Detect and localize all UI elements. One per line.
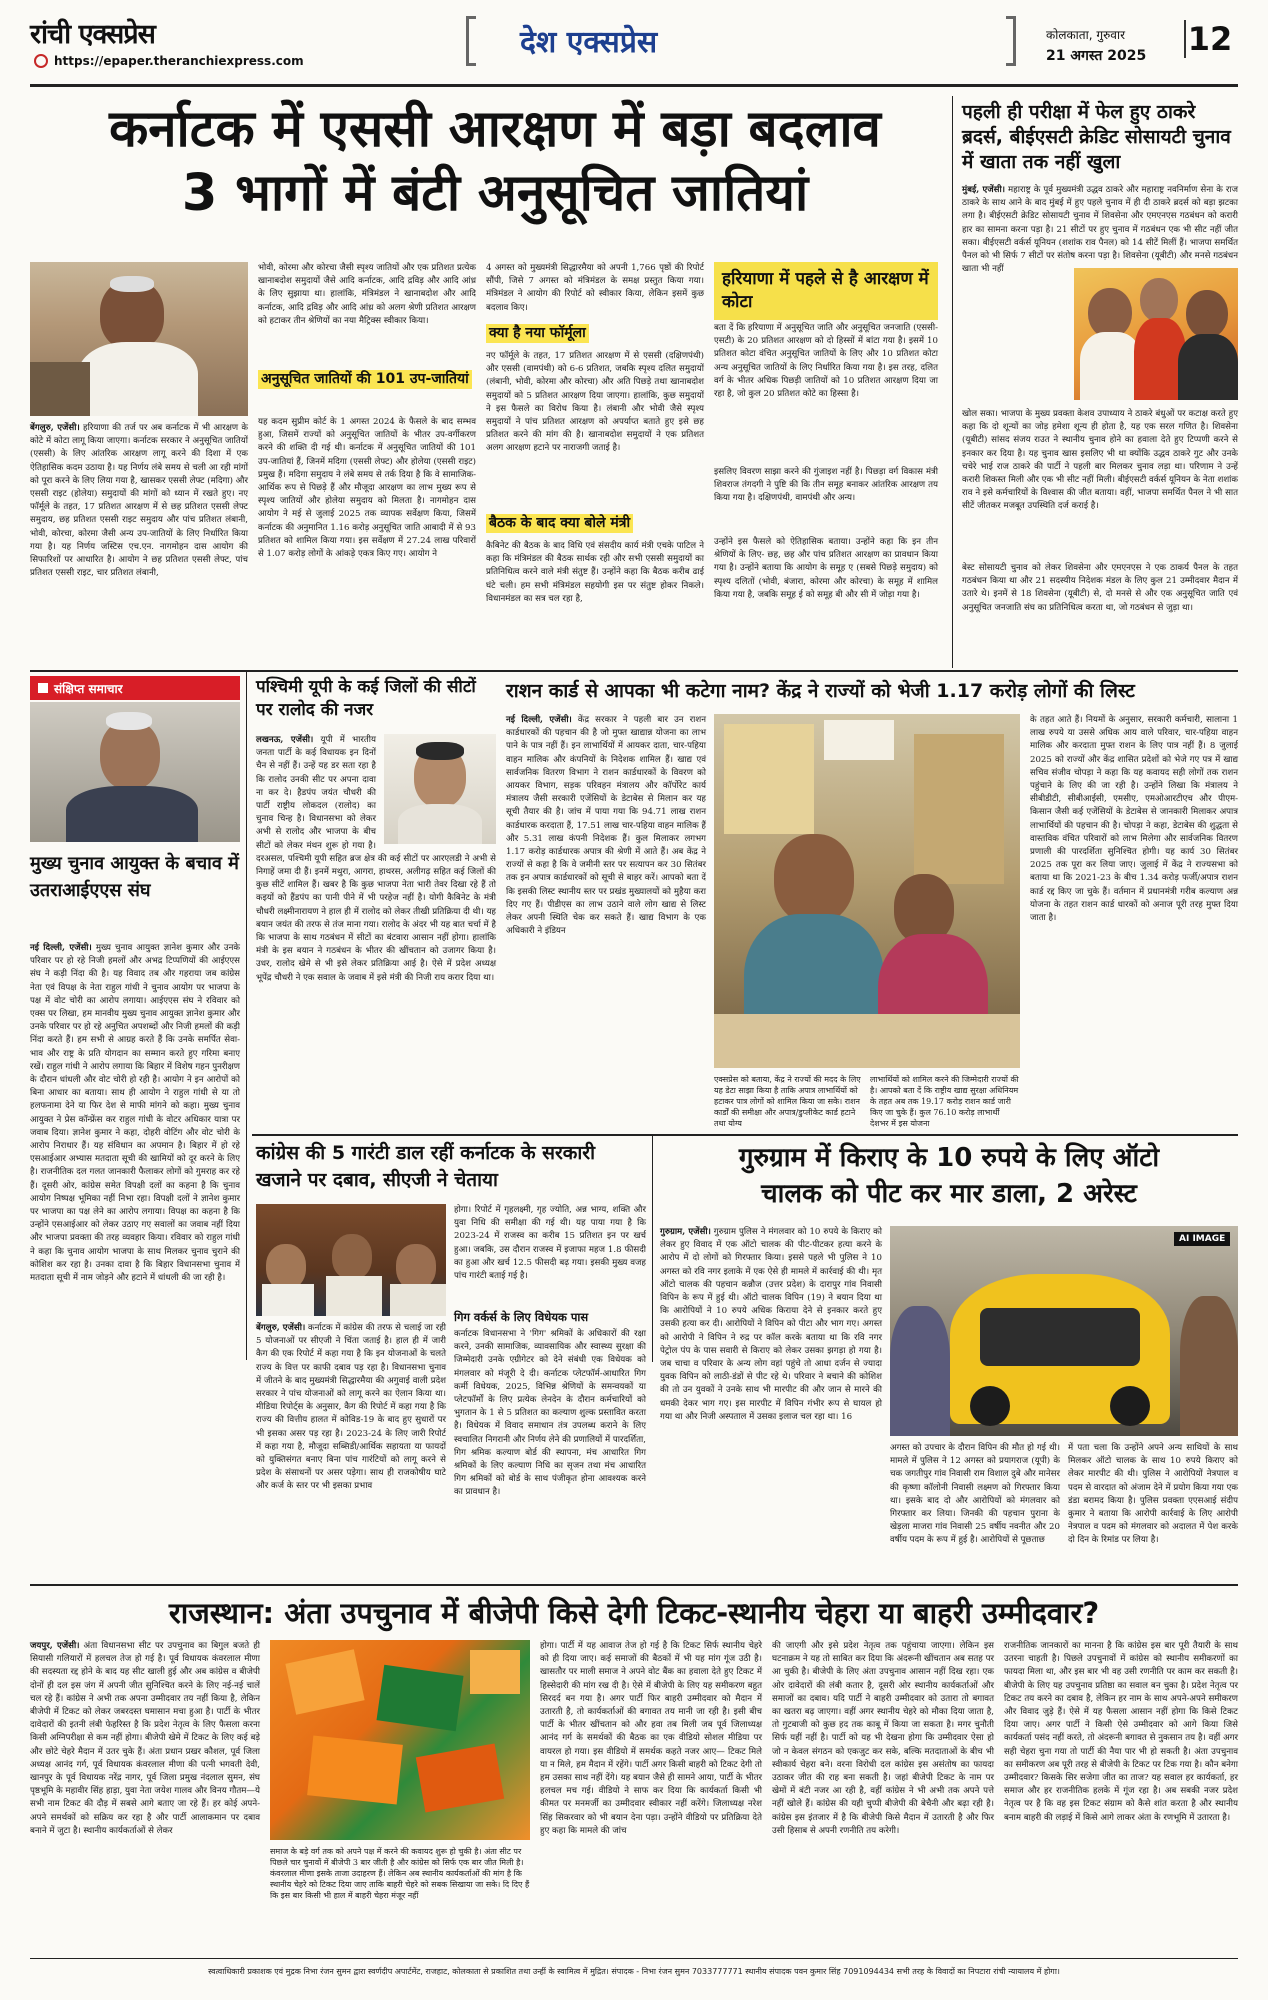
- edition-date: 21 अगस्त 2025: [1046, 48, 1147, 64]
- lead-col2-top: भोवी, कोरमा और कोरचा जैसी स्पृश्य जातियों और एक प्रतिशत प्रत्येक खानाबदोश समुदायों जैसे आदि कर्नाटक, आदि द्रविड़ और आदि आंध्र के लिए सुझाया था। हालांकि, मंत्रिमंडल ने खानाबदोश और आदि कर्नाटक, आदि द्रविड़ और आदि आंध्र को अलग श्रेणी प्रतिशत आरक्षण को हटाकर तीन श्रेणियों का नया मैट्रिक्स स्वीकार किया।: [258, 263, 476, 326]
- ration-shop-photo: [714, 714, 1020, 1068]
- brief-divider: [246, 672, 247, 1360]
- rld-dateline: लखनऊ, एजेंसी।: [256, 735, 314, 745]
- brief-label: संक्षिप्त समाचार: [30, 676, 240, 700]
- thackeray-headline: पहली ही परीक्षा में फेल हुए ठाकरे ब्रदर्स, बीईएसटी क्रेडिट सोसायटी चुनाव में खाता तक नहीं खुला: [962, 101, 1231, 173]
- auto-rickshaw-ai-image: [890, 1226, 1238, 1436]
- epaper-url[interactable]: https://epaper.theranchiexpress.com: [54, 54, 304, 68]
- thackeray-text-1: मुंबई, एजेंसी। महाराष्ट्र के पूर्व मुख्यमंत्री उद्धव ठाकरे और महाराष्ट्र नवनिर्माण सेना के राज ठाकरे के साथ आने के बाद मुंबई में हुए पहले चुनाव में ही दी ठाकरे ब्रदर्स को बड़ा झटका लगा है। बीईएसटी क्रेडिट सोसायटी चुनाव में शिवसेना और एमएनएस गठबंधन को करारी हार का सामना करना पड़ा है। 21 सीटों पर हुए चुनाव में गठबंधन एक भी सीट नहीं जीत सका। बीईएसटी वर्कर्स यूनियन (शशांक राव पैनल) को 14 सीटें मिलीं हैं। भाजपा समर्थित पैनल को भी सिर्फ 7 सीटों पर संतोष करना पड़ा है। शिवसेना (यूबीटी) और मनसे गठबंधन खाता भी नहीं: [962, 185, 1238, 275]
- congress-dateline: बेंगलुरु, एजेंसी।: [256, 1323, 306, 1333]
- lead-col1: बेंगलुरु, एजेंसी। हरियाणा की तर्ज पर अब कर्नाटक में भी आरक्षण के कोटे में कोटा लागू किया जाएगा। कर्नाटक सरकार ने अनुसूचित जातियों (एससी) के लिए आंतरिक आरक्षण लागू करने की दिशा में एक ऐतिहासिक कदम उठाया है। यह निर्णय लंबे समय से चली आ रही मांगों को पूरा करने के लिए लिया गया है, खासकर एससी लेफ्ट (मदिगा) और एससी राइट (होलेया) समुदायों की मांगों को ध्यान में रखते हुए। नए फॉर्मूले के तहत, 17 प्रतिशत आरक्षण में से छह प्रतिशत एससी लेफ्ट समुदाय, छह प्रतिशत एससी राइट समुदाय और पांच प्रतिशत लंबानी, भोवी, कोरचा, कोरमा जैसी अन्य उप-जातियों के लिए निर्धारित किया गया है। यह निर्णय जस्टिस एच.एन. नागमोहन दास आयोग की सिफारिशों पर आधारित है। आयोग ने छह प्रतिशत एससी लेफ्ट, पांच प्रतिशत एससी राइट, चार प्रतिशत लंबानी,: [30, 423, 248, 579]
- edition-city-day: कोलकाता, गुरुवार: [1046, 28, 1125, 42]
- lead-col3-top: 4 अगस्त को मुख्यमंत्री सिद्धारमैया को अपनी 1,766 पृष्ठों की रिपोर्ट सौंपी, जिसे 7 अगस्त को मंत्रिमंडल के समक्ष प्रस्तुत किया गया। मंत्रिमंडल ने आयोग की रिपोर्ट को स्वीकार किया, लेकिन इसमें कुछ बदलाव किए।: [486, 263, 704, 313]
- globe-icon: [34, 54, 48, 68]
- ai-image-badge: AI IMAGE: [1174, 1232, 1230, 1246]
- ration-headline: राशन कार्ड से आपका भी कटेगा नाम? केंद्र ने राज्यों को भेजी 1.17 करोड़ लोगों की लिस्ट: [506, 680, 1135, 702]
- congress-headline: कांग्रेस की 5 गारंटी डाल रहीं कर्नाटक के सरकारी खजाने पर दबाव, सीएजी ने चेताया: [256, 1142, 595, 1191]
- thackeray-dateline: मुंबई, एजेंसी।: [962, 185, 1005, 195]
- brief-dateline: नई दिल्ली, एजेंसी।: [30, 943, 92, 953]
- thackeray-text-2: खोल सका। भाजपा के मुख्य प्रवक्ता केशव उपाध्याय ने ठाकरे बंधुओं पर कटाक्ष करते हुए कहा कि दो शून्यों का जोड़ हमेशा शून्य ही होता है, यह एक सरल गणित है। शिवसेना (यूबीटी) सांसद संजय राउत ने स्थानीय चुनाव होने का हवाला देते हुए टिप्पणी करने से इनकार कर दिया है। यह चुनाव खास इसलिए भी था क्योंकि उद्धव ठाकरे गुट और उनके चचेरे भाई राज ठाकरे की पार्टी ने पहली बार मिलकर चुनाव लड़ा था। परिणाम ने उन्हें करारी शिकस्त मिली और एक भी सीट नहीं मिली। बीईएसटी वर्कर्स यूनियन के नेता शशांक राव ने इसे कर्मचारियों के विश्वास की जीत बताया। वहीं, भाजपा समर्थित पैनल ने भी सात सीटें जीतकर मजबूत उपस्थिति दर्ज कराई है।: [962, 409, 1238, 512]
- gurugram-headline-1: गुरुग्राम में किराए के 10 रुपये के लिए ऑटो: [738, 1143, 1160, 1173]
- page-number: 12: [1184, 20, 1234, 58]
- rajasthan-text-3: की जाएगी और इसे प्रदेश नेतृत्व तक पहुंचाया जाएगा। लेकिन इस घटनाक्रम ने यह तो साबित कर दिया कि अंदरूनी खींचतान अब सतह पर आ चुकी है। बीजेपी के लिए अंता उपचुनाव आसान नहीं दिख रहा। एक ओर दावेदारों की लंबी कतार है, दूसरी ओर स्थानीय कार्यकर्ताओं और समाजों का दबाव। यदि पार्टी ने बाहरी उम्मीदवार को उतारा तो बगावत का खतरा बढ़ जाएगा। वहीं अगर स्थानीय चेहरे को मौका दिया जाता है, तो गुटबाजी को कुछ हद तक काबू में किया जा सकता है। मगर चुनौती सिर्फ यहीं नहीं है। पार्टी को यह भी देखना होगा कि उम्मीदवार ऐसा हो जो न केवल संगठन को एकजुट कर सके, बल्कि मतदाताओं के बीच भी स्वीकार्य चेहरा बने। वरना विरोधी दल कांग्रेस इस असंतोष का फायदा उठाकर जीत की राह बना सकती है। जहां बीजेपी टिकट के नाम पर खेमों में बंटी नजर आ रही है, वहीं कांग्रेस ने भी अभी तक अपने पत्ते नहीं खोले हैं। कांग्रेस की यही चुप्पी बीजेपी की बेचैनी और बढ़ा रही है। कांग्रेस इस इंतजार में है कि बीजेपी किसे मैदान में उतारती है और फिर उसी हिसाब से अपनी रणनीति तय करेगी।: [772, 1641, 994, 1836]
- column-divider-right: [952, 96, 953, 668]
- section-title: देश एक्सप्रेस: [520, 25, 658, 60]
- congress-text-1: बेंगलुरु, एजेंसी। कर्नाटक में कांग्रेस की तरफ से चलाई जा रही 5 योजनाओं पर सीएजी ने चिंता जताई है। हाल ही में जारी कैग की एक रिपोर्ट में कहा गया है कि इन योजनाओं के चलते राज्य के वित्त पर काफी दबाव पड़ रहा है। विधानसभा चुनाव में जीतने के बाद मुख्यमंत्री सिद्धारमैया की अगुवाई वाली प्रदेश सरकार ने पांच योजनाओं को लागू करने का ऐलान किया था। मीडिया रिपोर्ट्स के अनुसार, कैग की रिपोर्ट में कहा गया है कि राज्य की वित्तीय हालत में कोविड-19 के बाद हुए सुधारों पर भी इसका असर पड़ रहा है। 2023-24 के लिए जारी रिपोर्ट में कहा गया है, मौजूदा सब्सिडी/आर्थिक सहायता या फायदों को युक्तिसंगत बनाए बिना पांच गारंटियों को लागू करने से प्रदेश के संसाधनों पर असर पड़ेगा। साथ ही राजकोषीय घाटे और कर्ज के स्तर पर भी इसका प्रभाव: [256, 1323, 447, 1492]
- bracket-right: [1006, 16, 1016, 66]
- ration-dateline: नई दिल्ली, एजेंसी।: [506, 715, 572, 725]
- rajasthan-text-2: होगा। पार्टी में यह आवाज तेज हो गई है कि टिकट सिर्फ स्थानीय चेहरे को ही दिया जाए। कई समाजों की बैठकों में भी यह मांग गूंज उठी है। खासतौर पर माली समाज ने अपने वोट बैंक का हवाला देते हुए टिकट में हिस्सेदारी की मांग रख दी है। ऐसे में बीजेपी के लिए यह समीकरण बहुत सिरदर्द बन गया है। अगर पार्टी फिर बाहरी उम्मीदवार को मैदान में उतारती है, तो कार्यकर्ताओं की बगावत तय मानी जा रही है। इसी बीच पार्टी के भीतर खींचतान को और हवा तब मिली जब पूर्व जिलाध्यक्ष आनंद गर्ग के समर्थकों की बैठक का एक वीडियो सोशल मीडिया पर वायरल हो गया। इस वीडियो में समर्थक कहते नजर आए— टिकट मिले या न मिले, हम मैदान में रहेंगे। पार्टी अगर किसी बाहरी को टिकट देगी तो हम उसका साथ नहीं देंगे। यह बयान जैसे ही सामने आया, पार्टी के भीतर हलचल मच गई। वीडियो ने साफ कर दिया कि कार्यकर्ता किसी भी कीमत पर मनमर्जी का उम्मीदवार स्वीकार नहीं करेंगे। जिलाध्यक्ष नरेश सिंह सिकरवार को भी बयान देना पड़ा। उन्होंने वीडियो पर प्रतिक्रिया देते हुए कहा कि मामले की जांच: [540, 1641, 762, 1836]
- masthead: [0, 0, 1268, 82]
- karnataka-assembly-photo: [256, 1204, 446, 1316]
- lead-headline-2: 3 भागों में बंटी अनुसूचित जातियां: [181, 164, 809, 223]
- flag-icon: [38, 683, 48, 693]
- masthead-rule: [30, 84, 1238, 87]
- bjp-flags-photo: [270, 1640, 530, 1840]
- rajasthan-text-1: जयपुर, एजेंसी। अंता विधानसभा सीट पर उपचुनाव का बिगुल बजते ही सियासी गलियारों में हलचल तेज हो गई है। पूर्व विधायक कंवरलाल मीणा की सदस्यता रद्द होने के बाद यह सीट खाली हुई और अब कांग्रेस व बीजेपी दोनों ही दल इस जंग में अपनी जीत सुनिश्चित करने के लिए नई-नई चालें चल रहे हैं। कांग्रेस ने अभी तक अपना उम्मीदवार तय नहीं किया है, लेकिन बीजेपी में टिकट को लेकर जबरदस्त घमासान मचा हुआ है। पार्टी के भीतर दावेदारों की इतनी लंबी फेहरिस्त है कि प्रदेश नेतृत्व के लिए फैसला करना किसी अग्निपरीक्षा से कम नहीं होगा। बीजेपी खेमे में टिकट के लिए कई बड़े और छोटे चेहरे मैदान में उतर चुके हैं। अंता प्रधान प्रखर कौशल, पूर्व जिला अध्यक्ष आनंद गर्ग, पूर्व विधायक कंवरलाल मीणा की पत्नी भगवती देवी, खानपुर के पूर्व विधायक नरेंद्र नागर, पूर्व जिला प्रमुख नंदलाल सुमन, संघ पृष्ठभूमि के महावीर सिंह हाड़ा, युवा नेता जयेश गालव और विनय गौतम—ये सभी नाम टिकट की दौड़ में सबसे आगे बताए जा रहे हैं। हर कोई अपने-अपने समर्थकों को सक्रिय कर रहा है और पार्टी आलाकमान पर दबाव बनाने में जुटा है। स्थानीय कार्यकर्ताओं से लेकर: [30, 1641, 260, 1836]
- lead-col2-bottom: यह कदम सुप्रीम कोर्ट के 1 अगस्त 2024 के फैसले के बाद सम्भव हुआ, जिसमें राज्यों को अनुसूचित जातियों के भीतर उप-वर्गीकरण करने की शक्ति दी गई थी। कर्नाटक में अनुसूचित जातियों की 101 उप-जातियां हैं, जिनमें मदिगा (एससी लेफ्ट) और होलेया (एससी राइट) प्रमुख हैं। मदिगा समुदाय ने लंबे समय से तर्क दिया है कि वे सामाजिक-आर्थिक रूप से पिछड़े हैं और मौजूदा आरक्षण का लाभ मुख्य रूप से स्पृश्य जातियों और होलेया समुदाय को मिलता है। नागमोहन दास आयोग ने मई से जुलाई 2025 तक व्यापक सर्वेक्षण किया, जिसमें कर्नाटक की अनुमानित 1.16 करोड़ अनुसूचित जाति आबादी में से 93 प्रतिशत को शामिल किया गया। इस सर्वेक्षण में 27.24 लाख परिवारों से 1.07 करोड़ लोगों के आंकड़े एकत्र किए गए। आयोग ने: [258, 417, 476, 560]
- haryana-text-1: बता दें कि हरियाणा में अनुसूचित जाति और अनुसूचित जनजाति (एससी-एसटी) के 20 प्रतिशत आरक्षण को दो हिस्सों में बांटा गया है। इसमें 10 प्रतिशत कोटा वंचित अनुसूचित जातियों के लिए और 10 प्रतिशत कोटा अन्य अनुसूचित जातियों के लिए निर्धारित किया गया है। इस तरह, दलित वर्ग के भीतर अधिक पिछड़ी जातियों को 10 प्रतिशत आरक्षण दिया जा रहा है, जो कुल 20 प्रतिशत कोटे का हिस्सा है।: [714, 323, 938, 400]
- brief-text: नई दिल्ली, एजेंसी। मुख्य चुनाव आयुक्त ज्ञानेश कुमार और उनके परिवार पर हो रहे निजी हमलों और अभद्र टिप्पणियों की आईएएस संघ ने कड़ी निंदा की है। यह विवाद तब और गहराया जब कांग्रेस नेता एवं विपक्ष के नेता राहुल गांधी ने चुनाव आयोग पर भाजपा के पक्ष में वोट चोरी का आरोप लगाया। आईएएस संघ ने रविवार को एक्स पर लिखा, हम मानवीय मुख्य चुनाव आयुक्त ज्ञानेश कुमार और उनके परिवार पर हो रहे अनुचित अपशब्दों और निजी हमलों की कड़ी निंदा करते हैं। हम सभी से आग्रह करते हैं कि उनके समर्पित सेवा-भाव और राष्ट्र के प्रति योगदान का सम्मान करते हुए गरिमा बनाए रखें। राहुल गांधी ने आरोप लगाया कि बिहार में विशेष गहन पुनरीक्षण के दौरान धांधली और वोट चोरी हो रही है। आयोग ने इन आरोपों को बिना आधार का बताया। साथ ही आयोग ने राहुल गांधी से या तो हलफनामा देने या फिर देश से माफी मांगने को कहा। मुख्य चुनाव आयुक्त ने प्रेस कॉन्फ्रेंस कर राहुल गांधी के वोटर अधिकार यात्रा पर जवाब दिया। ज्ञानेश कुमार ने कहा, दोहरी वोटिंग और वोट चोरी के आरोप निराधार हैं। यह संविधान का अपमान है। बिहार में हो रहे एसआईआर अभ्यास मतदाता सूची की खामियों को दूर करने के लिए है। राजनीतिक दल गलत जानकारी फैलाकर लोगों को गुमराह कर रहे हैं। दूसरी ओर, कांग्रेस समेत विपक्षी दलों का कहना है कि चुनाव आयोग निष्पक्ष भूमिका नहीं निभा रहा। विपक्षी दलों ने ज्ञानेश कुमार पर भाजपा का पक्ष लेने का आरोप लगाया। विपक्ष का कहना है कि उन्होंने एसआईआर को लेकर उठाए गए सवालों का जवाब नहीं दिया और भाजपा प्रवक्ता की तरह व्यवहार किया। रविवार को राहुल गांधी ने कहा कि चुनाव आयोग भाजपा के साथ मिलकर चुनाव चुराने की कोशिश कर रहा है। उनका दावा है कि बिहार विधानसभा चुनाव में मतदाता सूची में नाम जोड़ने और हटाने में धांधली की जा रही है।: [30, 943, 240, 1284]
- congress-divider: [652, 1136, 653, 1362]
- bracket-left: [466, 16, 476, 66]
- siddaramaiah-photo: [30, 262, 248, 416]
- brief-headline: मुख्य चुनाव आयुक्त के बचाव में उतराआईएएस संघ: [30, 853, 239, 901]
- ration-caption-2: लाभार्थियों को शामिल करने की जिम्मेदारी राज्यों की है। आपको बता दें कि राष्ट्रीय खाद्य सुरक्षा अधिनियम के तहत अब तक 19.17 करोड़ राशन कार्ड जारी किए जा चुके हैं। कुल 76.10 करोड़ लाभार्थी देशभर में इस योजना: [870, 1075, 1019, 1128]
- cec-photo: [30, 702, 240, 842]
- rajasthan-caption: समाज के बड़े वर्ग तक को अपने पक्ष में करने की कवायद शुरू हो चुकी है। अंता सीट पर पिछले चार चुनावों में बीजेपी 3 बार जीती है और कांग्रेस को सिर्फ एक बार जीत मिली है। कंवरलाल मीणा इसके ताजा उदाहरण हैं। लेकिन अब स्थानीय कार्यकर्ताओं की मांग है कि स्थानीय चेहरे को टिकट दिया जाए ताकि बाहरी चेहरे को सबक सिखाया जा सके। दि दिए हैं कि इस बार किसी भी हाल में बाहरी चेहरा मंजूर नहीं: [270, 1847, 530, 1900]
- gurugram-text-right-2: में पता चला कि उन्होंने अपने अन्य साथियों के साथ मिलकर ऑटो चालक के साथ 10 रुपये किराए को लेकर मारपीट की थी। पुलिस ने आरोपियों नेत्रपाल व पदम से वारदात को अंजाम देने में प्रयोग किया गया एक डंडा बरामद किया है। पुलिस प्रवक्ता एएसआई संदीप कुमार ने बताया कि आरोपी कार्रवाई के लिए आरोपी नेत्रपाल व पदम को मंगलवार को अदालत में पेश करके दो दिन के रिमांड पर लिया है।: [1068, 1443, 1238, 1546]
- lead-headline-1: कर्नाटक में एससी आरक्षण में बड़ा बदलाव: [109, 100, 881, 159]
- gurugram-text-right-1: अगस्त को उपचार के दौरान विपिन की मौत हो गई थी। मामले में पुलिस ने 12 अगस्त को प्रयागराज (यूपी) के चक जगतीपुर गांव निवासी राम विशाल दुबे और मानेसर की कृष्णा कॉलोनी निवासी लक्ष्मण को गिरफ्तार किया था। इसके बाद दो और आरोपियों को मंगलवार को गिरफ्तार कर लिया। जिनकी की पहचान पुराना के खेड़ला माजरा गांव निवासी 25 वर्षीय नवनीत और 20 वर्षीय पदम के रूप में हुई है। आरोपियों से पूछताछ: [890, 1443, 1060, 1546]
- lead-subhead-formula: क्या है नया फॉर्मूला: [486, 324, 704, 343]
- congress-subhead: गिग वर्कर्स के लिए विधेयक पास: [454, 1310, 589, 1324]
- rld-text: लखनऊ, एजेंसी। यूपी में भारतीय जनता पार्टी के कई विधायक इन दिनों चैन से नहीं हैं। उन्हें यह डर सता रहा है कि रालोद उनकी सीट पर अपना दावा ना कर दे। हैडपंप जयंत चौधरी की पार्टी राष्ट्रीय लोकदल (रालोद) का चुनाव चिन्ह है। विधानसभा को लेकर अभी से रालोद और भाजपा के बीच सीटों को लेकर मंथन शुरू हो गया है। दरअसल, पश्चिमी यूपी सहित ब्रज क्षेत्र की कई सीटों पर आरएलडी ने अभी से निगाहें जमा दी हैं। इनमें मथुरा, आगरा, हाथरस, अलीगढ़ सहित कई जिलों की कुछ सीटें शामिल हैं। खबर है कि कुछ भाजपा नेता भारी तेवर दिखा रहे हैं तो कइयों को हैंडपंप का पानी पीने में भी परहेज नहीं है। योगी कैबिनेट के मंत्री चौधरी लक्ष्मीनारायण ने हाल ही में रालोद को लेकर तीखी प्रतिक्रिया दी थी। यह बयान जयंत की तरफ से तंज माना गया। रालोद के अंदर भी यह बात चर्चा में है कि भाजपा के साथ गठबंधन में सीटों का बंटवारा आसान नहीं होगा। हालांकि मंत्री के इस बयान ने गठबंधन के भीतर की खींचतान को उजागर किया है। उधर, रालोद खेमे से भी इसे लेकर प्रतिक्रिया आई है। ऐसे में प्रदेश अध्यक्ष भूपेंद्र चौधरी ने एक सवाल के जवाब में इसे मंत्री की निजी राय करार दिया था।: [256, 735, 496, 983]
- rajasthan-text-4: राजनीतिक जानकारों का मानना है कि कांग्रेस इस बार पूरी तैयारी के साथ उतरना चाहती है। पिछले उपचुनावों में कांग्रेस को स्थानीय समीकरणों का फायदा मिला था, और इस बार भी वह उसी रणनीति पर काम कर सकती है। बीजेपी के लिए यह उपचुनाव प्रतिष्ठा का सवाल बन चुका है। प्रदेश नेतृत्व पर टिकट तय करने का दबाव है, लेकिन हर नाम के साथ अपने-अपने समीकरण और विवाद जुड़े हैं। ऐसे में यह फैसला आसान नहीं होगा कि किसे टिकट दिया जाए। अगर पार्टी ने किसी ऐसे उम्मीदवार को आगे किया जिसे कार्यकर्ता पसंद नहीं करते, तो अंदरूनी बगावत से नुकसान तय है। वहीं अगर सही चेहरा चुना गया तो पार्टी की नैया पार भी हो सकती है। अंता उपचुनाव का समीकरण अब पूरी तरह से बीजेपी के टिकट पर टिक गया है। कौन बनेगा उम्मीदवार? किसके सिर सजेगा जीत का ताज? यह सवाल हर कार्यकर्ता, हर समाज और हर राजनीतिक हलके में गूंज रहा है। अब सबकी नजर प्रदेश नेतृत्व पर है कि वह इस टिकट संग्राम को कैसे शांत करता है और स्थानीय बनाम बाहरी की लड़ाई में किसे आगे लाकर अंता के रणभूमि में उतारता है।: [1004, 1641, 1238, 1823]
- ration-text-1: नई दिल्ली, एजेंसी। केंद्र सरकार ने पहली बार उन राशन कार्डधारकों की पहचान की है जो मुफ्त खाद्यान्न योजना का लाभ पाने के पात्र नहीं हैं। इन लाभार्थियों में आयकर दाता, चार-पहिया वाहन मालिक और कंपनियों के निदेशक शामिल हैं। खाद्य एवं सार्वजनिक वितरण विभाग ने राशन कार्डधारकों के विवरण को आयकर विभाग, सड़क परिवहन मंत्रालय और कॉर्पोरेट कार्य मंत्रालय जैसी सरकारी एजेंसियों के डेटाबेस से मिलान कर यह सूची तैयार की है। जांच में पाया गया कि 94.71 लाख राशन कार्डधारक करदाता हैं, 17.51 लाख चार-पहिया वाहन मालिक हैं और 5.31 लाख कंपनी निदेशक हैं। कुल मिलाकर लगभग 1.17 करोड़ कार्डधारक अपात्र की श्रेणी में आते हैं। अब केंद्र ने राज्यों से कहा है कि वे जमीनी स्तर पर सत्यापन कर 30 सितंबर तक इन अपात्र कार्डधारकों को सूची से बाहर करें। आपको बता दें कि इसकी लिस्ट स्थानीय स्तर पर प्रखंड मुख्यालयों को मुहैया करा दिए गए हैं। पीडीएस का लाभ उठाने वाले लोग खाद्य से लिस्ट लेकर अपनी स्थिति चेक कर सकते हैं। खाद्य विभाग के एक अधिकारी ने इंडियन: [506, 715, 706, 937]
- ration-text-right: के तहत आते हैं। नियमों के अनुसार, सरकारी कर्मचारी, सालाना 1 लाख रुपये या उससे अधिक आय वाले परिवार, चार-पहिया वाहन मालिक और करदाता मुफ्त राशन के लिए पात्र नहीं हैं। 8 जुलाई 2025 को राज्यों और केंद्र शासित प्रदेशों को भेजे गए पत्र में खाद्य सचिव संजीव चोपड़ा ने कहा कि यह कवायद सही लोगों तक राशन पहुंचाने के लिए की जा रही है। उन्होंने लिखा कि मंत्रालय ने सीबीडीटी, सीबीआईसी, एमसीए, एमओआरटीएच और पीएम-किसान जैसी कई एजेंसियों के डेटाबेस से जानकारी मिलाकर अपात्र लाभार्थियों की पहचान की है। चोपड़ा ने कहा, डेटाबेस की शुद्धता से वास्तविक वंचित परिवारों को लाभ मिलेगा और सार्वजनिक वितरण प्रणाली की पारदर्शिता सुनिश्चित होगी। यह कार्य 30 सितंबर 2025 तक पूरा कर लिया जाए। जुलाई में केंद्र ने राज्यसभा को बताया था कि 2021-23 के बीच 1.34 करोड़ फर्जी/अपात्र राशन कार्ड रद्द किए जा चुके हैं। वर्तमान में प्रधानमंत्री गरीब कल्याण अन्न योजना के तहत राशन कार्ड धारकों को अनाज पूरी तरह मुफ्त दिया जाता है।: [1030, 715, 1238, 924]
- section-rule-3: [30, 1584, 1238, 1586]
- congress-text-2: होगा। रिपोर्ट में गृहलक्ष्मी, गृह ज्योति, अन्न भाग्य, शक्ति और युवा निधि की समीक्षा की गई थी। यह पाया गया है कि 2023-24 में राजस्व का करीब 15 प्रतिशत इन पर खर्च हुआ। जबकि, उस दौरान राजस्व में इजाफा महज 1.8 फीसदी का हुआ और खर्च 12.5 फीसदी बढ़ गया। इसकी मुख्य वजह पांच गारंटी बताई गई है।: [454, 1205, 646, 1282]
- haryana-box-title: हरियाणा में पहले से है आरक्षण में कोटा: [714, 262, 938, 320]
- ration-caption-1: एक्सप्रेस को बताया, केंद्र ने राज्यों की मदद के लिए यह डेटा साझा किया है ताकि अपात्र लाभार्थियों को हटाकर पात्र लोगों को शामिल किया जा सके। राशन कार्डों की समीक्षा और अपात्र/डुप्लीकेट कार्ड हटाने तथा योग्य: [714, 1075, 861, 1128]
- rajasthan-headline: राजस्थान: अंता उपचुनाव में बीजेपी किसे देगी टिकट-स्थानीय चेहरा या बाहरी उम्मीदवार?: [168, 1596, 1100, 1630]
- gurugram-headline-2: चालक को पीट कर मार डाला, 2 अरेस्ट: [761, 1179, 1137, 1209]
- section-rule-2: [252, 1134, 1238, 1136]
- rajasthan-dateline: जयपुर, एजेंसी।: [30, 1641, 80, 1651]
- lead-col3-bottom: नए फॉर्मूले के तहत, 17 प्रतिशत आरक्षण में से एससी (दक्षिणपंथी) और एससी (वामपंथी) को 6-6 प्रतिशत, जबकि स्पृश्य दलित समुदायों (लंबानी, भोवी, कोरमा और कोरचा) और अति पिछड़े तथा खानाबदोश समुदायों को 5 प्रतिशत आरक्षण दिया जाएगा। हालांकि, कुछ समुदायों ने इस फैसले का विरोध किया है। लंबानी और भोवी जैसे स्पृश्य समुदायों ने पांच प्रतिशत आरक्षण को अपर्याप्त बताते हुए इसे छह प्रतिशत करने की मांग की है। खानाबदोश समुदायों ने एक प्रतिशत अलग आरक्षण हटाने पर नाराजगी जताई है।: [486, 351, 704, 454]
- thackeray-brothers-photo: [1074, 268, 1238, 400]
- site-logo[interactable]: रांची एक्सप्रेस: [30, 19, 155, 50]
- imprint-line: स्वत्वाधिकारी प्रकाशक एवं मुद्रक निभा रंजन सुमन द्वारा स्वर्णदीप अपार्टमेंट, राजहाट, कोलकाता से प्रकाशित तथा उन्हीं के स्वामित्व में मुद्रित। संपादक - निभा रंजन सुमन 7033777771 स्थानीय संपादक पवन कुमार सिंह 7091094434 सभी तरह के विवादों का निपटारा रांची न्यायालय में होगा।: [208, 1967, 1060, 1976]
- thackeray-text-3: बेस्ट सोसायटी चुनाव को लेकर शिवसेना और एमएनएस ने एक ठाकर्य पैनल के तहत गठबंधन किया था और 21 सदस्यीय निदेशक मंडल के लिए कुल 21 उम्मीदवार मैदान में उतारे थे। इनमें से 18 शिवसेना (यूबीटी) से, दो मनसे से और एक अनुसूचित जाति एवं अनुसूचित जनजाति संघ का प्रतिनिधित्व करता था, जो गठबंधन से जुड़ा था।: [962, 563, 1238, 613]
- section-rule-1: [30, 670, 1238, 672]
- lead-subhead-meeting: बैठक के बाद क्या बोले मंत्री: [486, 514, 704, 533]
- lead-col3-meeting: कैबिनेट की बैठक के बाद विधि एवं संसदीय कार्य मंत्री एचके पाटिल ने कहा कि मंत्रिमंडल की बैठक सार्थक रही और सभी एससी समुदायों का प्रतिनिधित्व करने वाले मंत्री संतुष्ट हैं। उन्होंने कहा कि बैठक करीब ढाई घंटे चली। हम सभी मंत्रिमंडल सहयोगी इस पर संतुष्ट होकर निकले। विधानमंडल का सत्र चल रहा है,: [486, 541, 704, 604]
- rld-headline: पश्चिमी यूपी के कई जिलों की सीटों पर रालोद की नजर: [256, 677, 476, 720]
- haryana-text-3: उन्होंने इस फैसले को ऐतिहासिक बताया। उन्होंने कहा कि इन तीन श्रेणियों के लिए- छह, छह और पांच प्रतिशत आरक्षण का प्रावधान किया गया है। उन्होंने बताया कि आयोग के समूह ए (सबसे पिछड़े समुदाय) को स्पृश्य दलितों (भोवी, बंजारा, कोरमा और कोरचा) के समूह में शामिल किया गया है, जबकि समूह ई को समूह बी और सी में जोड़ा गया है।: [714, 537, 938, 600]
- haryana-text-2: इसलिए विवरण साझा करने की गुंजाइश नहीं है। पिछड़ा वर्ग विकास मंत्री शिवराज तंगदगी ने पुष्टि की कि तीन समूह बनाकर आंतरिक आरक्षण तय किया गया है। दक्षिणपंथी, वामपंथी और अन्य।: [714, 467, 938, 504]
- lead-subhead-101: अनुसूचित जातियों की 101 उप-जातियां: [258, 370, 476, 389]
- lead-dateline: बेंगलुरु, एजेंसी।: [30, 423, 80, 433]
- footer-rule: [30, 1958, 1238, 1959]
- congress-text-3: कर्नाटक विधानसभा ने 'गिग' श्रमिकों के अधिकारों की रक्षा करने, उनकी सामाजिक, व्यावसायिक और स्वास्थ्य सुरक्षा की जिम्मेदारी उनके एग्रीगेटर को देने संबंधी एक विधेयक को मंगलवार को मंजूरी दे दी। कर्नाटक प्लेटफॉर्म-आधारित गिग कर्मी विधेयक, 2025, विभिन्न श्रेणियों के समन्वयकों या प्लेटफॉर्मों के लिए प्रत्येक लेनदेन के दौरान कर्मचारियों को भुगतान के 1 से 5 प्रतिशत का कल्याण शुल्क प्रस्तावित करता है। विधेयक में विवाद समाधान तंत्र उपलब्ध कराने के लिए स्वचालित निगरानी और निर्णय लेने की प्रणालियों में पारदर्शिता, गिग श्रमिक कल्याण बोर्ड की स्थापना, मंच आधारित गिग श्रमिकों के लिए कल्याण निधि का सृजन तथा मंच आधारित गिग श्रमिकों को बोर्ड के साथ पंजीकृत होना आवश्यक करने का प्रावधान है।: [454, 1329, 646, 1498]
- gurugram-dateline: गुरुग्राम, एजेंसी।: [660, 1227, 711, 1237]
- gurugram-text: गुरुग्राम, एजेंसी। गुरुग्राम पुलिस ने मंगलवार को 10 रुपये के किराए को लेकर हुए विवाद में एक ऑटो चालक की पीट-पीटकर हत्या करने के आरोप में दो लोगों को गिरफ्तार किया। इससे पहले भी पुलिस ने 10 अगस्त को रवि नगर इलाके में एक ऐसे ही मामले में कार्रवाई की थी। मृत ऑटो चालक की पहचान कन्नौज (उत्तर प्रदेश) के दारापुर गांव निवासी विपिन के रूप में हुई थी। ऑटो चालक विपिन (19) ने बयान दिया था कि आरोपियों ने 10 रुपये अधिक किराया देने से इनकार करते हुए उसकी हत्या कर दी। आरोपियों ने विपिन को पीटा और भाग गए। अगस्त को आरोपी ने विपिन ने रुद्र पर कॉल करके बताया था कि रवि नगर पेट्रोल पंप के पास सवारी से किराए को लेकर उसका झगड़ा हो गया है। जब चाचा व परिवार के अन्य लोग वहां पहुंचे तो आधा दर्जन से ज्यादा युवक विपिन को लाठी-डंडों से पीट रहे थे। परिवार ने बचाने की कोशिश की तो उन युवकों ने उनके साथ भी मारपीट की और जान से मारने की धमकी देकर भाग गए। इस मारपीट में विपिन गंभीर रूप से घायल हो गया था और निजी अस्पताल में उसका इलाज चल रहा था। 16: [660, 1227, 882, 1422]
